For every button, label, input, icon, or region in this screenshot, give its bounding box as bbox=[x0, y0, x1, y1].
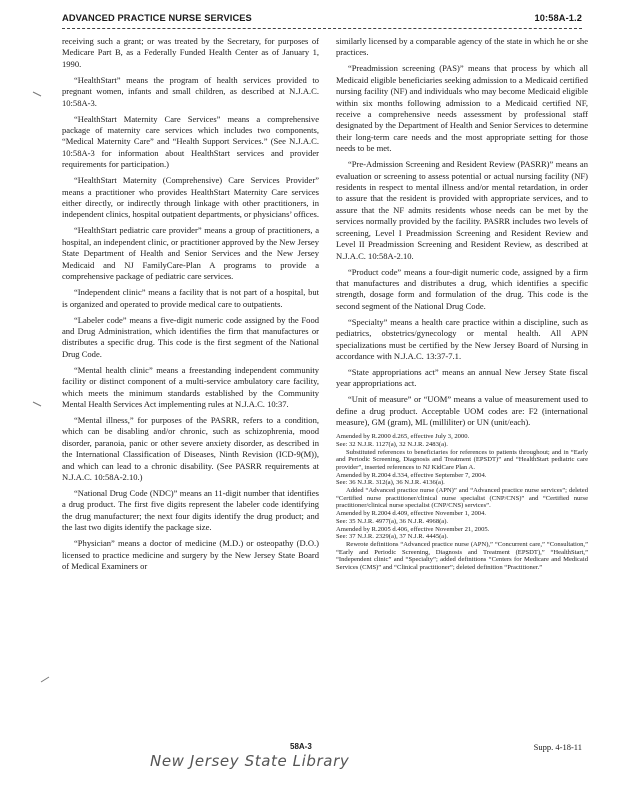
history-note: Added “Advanced practice nurse (APN)” and “Advanced practice nurse services”; deleted “Certified nurse practitioner/clinical nurse specialist (CNP/CNS)” and “Certified nurse practitioner/clinical nurse specialist (CNP/CNS) services”. bbox=[336, 487, 588, 510]
definition-paragraph: “Mental illness,” for purposes of the PASRR, refers to a condition, which can be disabling and/or chronic, such as schizophrenia, mood disorder, paranoia, panic or other severe anxiety disorder, as described in the International Classification of Diseases, Ninth Revision (ICD-9(M)), and which can lead to a chronic disability. (See PASRR requirements at N.J.A.C. 10:58A-2.10.) bbox=[62, 414, 319, 482]
margin-mark bbox=[32, 90, 42, 98]
definition-paragraph: “National Drug Code (NDC)” means an 11-digit number that identifies a drug product. The first five digits represent the labeler code identifying the drug manufacturer; the next four digits identify the drug product; and the last two digits identify the package size. bbox=[62, 487, 319, 533]
margin-mark bbox=[40, 675, 50, 683]
history-line: Amended by R.2000 d.265, effective July 3, 2000. bbox=[336, 433, 470, 441]
definition-paragraph: “Preadmission screening (PAS)” means that process by which all Medicaid eligible beneficiaries seeking admission to a Medicaid certified nursing facility (NF) and individuals who may become Medicaid eligible within six months following admission to a Medicaid certified NF, receive a comprehensive needs assessment by professional staff designated by the Department of Health and Senior Services to determine their long-term care needs and the most appropriate setting for those needs to be met. bbox=[336, 63, 588, 154]
definition-paragraph: “Pre-Admission Screening and Resident Review (PASRR)” means an evaluation or screening to assess potential or actual nursing facility (NF) residents in respect to mental illness and/or mental retardation, in order to assure that the resident is provided with appropriate services, and to assure that the NF admits residents whose needs can be met by the services normally provided by the facility. PASRR includes two levels of screening, Level I Preadmission Screening and Resident Review and Level II Preadmission Screening and Resident Review, as described at N.J.A.C. 10:58A-2.10. bbox=[336, 159, 588, 261]
header-section: 10:58A-1.2 bbox=[534, 13, 582, 23]
header-rule bbox=[62, 28, 582, 29]
definition-paragraph: “HealthStart Maternity (Comprehensive) Care Services Provider” means a practitioner who provides HealthStart Maternity Care services either directly, or indirectly through linkage with other practitioners, in independent clinics, hospital outpatient departments, or physicians’ offices. bbox=[62, 175, 319, 220]
definition-paragraph: “Unit of measure” or “UOM” means a value of measurement used to define a drug product. Acceptable UOM codes are: F2 (international measure), GM (gram), ML (milliliter) or UN (unit/each). bbox=[336, 394, 588, 428]
definition-paragraph: similarly licensed by a comparable agency of the state in which he or she practices. bbox=[336, 36, 588, 58]
history-note: Rewrote definitions “Advanced practice nurse (APN),” “Concurrent care,” “Consultation,” “Early and Periodic Screening, Diagnosis and Treatment (EPSDT),” “HealthStart,” “Independent clinic” and “Specialty”; added definitions “Centers for Medicare and Medicaid Services (CMS)” and “Clinical practitioner”; deleted definition “Practitioner.” bbox=[336, 541, 588, 572]
definition-paragraph: “Mental health clinic” means a freestanding independent community facility or distinct component of a multi-service ambulatory care facility, which meets the minimum standards established by the Community Mental Health Services Act implementing rules at N.J.A.C. 10:37. bbox=[62, 364, 319, 409]
history-note: Substituted references to beneficiaries for references to patients throughout; and in “Early and Periodic Screening, Diagnosis and Treatment (EPSDT)” and “HealthStart pediatric care provider”, inserted references to NJ KidCare Plan A. bbox=[336, 448, 588, 471]
definition-paragraph: “Physician” means a doctor of medicine (M.D.) or osteopathy (D.O.) licensed to practice medicine and surgery by the New Jersey State Board of Medical Examiners or bbox=[62, 538, 319, 571]
history-line: Amended by R.2004 d.409, effective November 1, 2004. bbox=[336, 510, 487, 518]
definition-paragraph: “Specialty” means a health care practice within a discipline, such as pediatrics, obstetrics/gynecology or mental health. All APN specializations must be certified by the New Jersey Board of Nursing in accordance with N.J.A.C. 13:37-7.1. bbox=[336, 316, 588, 361]
running-header bbox=[62, 13, 582, 27]
definition-paragraph: “Labeler code” means a five-digit numeric code assigned by the Food and Drug Administration, which identifies the firm that manufactures or distributes a specific drug. This code is the first segment of the National Drug Code. bbox=[62, 314, 319, 359]
header-title: ADVANCED PRACTICE NURSE SERVICES bbox=[62, 13, 252, 23]
history-line: Amended by R.2005 d.406, effective November 21, 2005. bbox=[336, 525, 490, 533]
history-line: See: 35 N.J.R. 4977(a), 36 N.J.R. 4968(a). bbox=[336, 517, 449, 525]
definition-paragraph: receiving such a grant; or was treated by the Secretary, for purposes of Medicare Part B, as a Federally Funded Health Center as of January 1, 1990. bbox=[62, 36, 319, 69]
library-stamp: New Jersey State Library bbox=[150, 752, 350, 770]
definition-paragraph: “HealthStart Maternity Care Services” means a comprehensive package of maternity care services which includes two components, “Medical Maternity Care” and “Health Support Services.” (See N.J.A.C. 10:58A-3 for information about HealthStart services and provider requirements for participation.) bbox=[62, 113, 319, 170]
supplement-date: Supp. 4-18-11 bbox=[533, 742, 582, 752]
rule-history bbox=[336, 433, 588, 572]
definition-paragraph: “Product code” means a four-digit numeric code, assigned by a firm that manufactures and distributes a drug, which identifies a specific strength, dosage form and formulation of the drug. This code is the second segment of the National Drug Code. bbox=[336, 266, 588, 311]
definition-paragraph: “Independent clinic” means a facility that is not part of a hospital, but is organized and operated to provide medical care to outpatients. bbox=[62, 287, 319, 309]
history-line: See: 36 N.J.R. 312(a), 36 N.J.R. 4136(a). bbox=[336, 479, 445, 487]
history-line: See: 37 N.J.R. 2329(a), 37 N.J.R. 4445(a). bbox=[336, 533, 449, 541]
definition-paragraph: “State appropriations act” means an annual New Jersey State fiscal year appropriations act. bbox=[336, 366, 588, 389]
history-line: Amended by R.2004 d.334, effective September 7, 2004. bbox=[336, 471, 487, 479]
definition-paragraph: “HealthStart” means the program of health services provided to pregnant women, infants and small children, as described at N.J.A.C. 10:58A-3. bbox=[62, 74, 319, 108]
right-column bbox=[336, 36, 588, 572]
page-number: 58A-3 bbox=[290, 742, 312, 751]
history-line: See: 32 N.J.R. 1127(a), 32 N.J.R. 2483(a). bbox=[336, 440, 448, 448]
margin-mark bbox=[32, 400, 42, 408]
definition-paragraph: “HealthStart pediatric care provider” means a group of practitioners, a hospital, an independent clinic, or practitioner approved by the New Jersey State Department of Health and Senior Services and the New Jersey Medicaid and NJ FamilyCare-Plan A programs to provide a comprehensive package of pediatric care services. bbox=[62, 225, 319, 282]
left-column bbox=[62, 36, 319, 577]
